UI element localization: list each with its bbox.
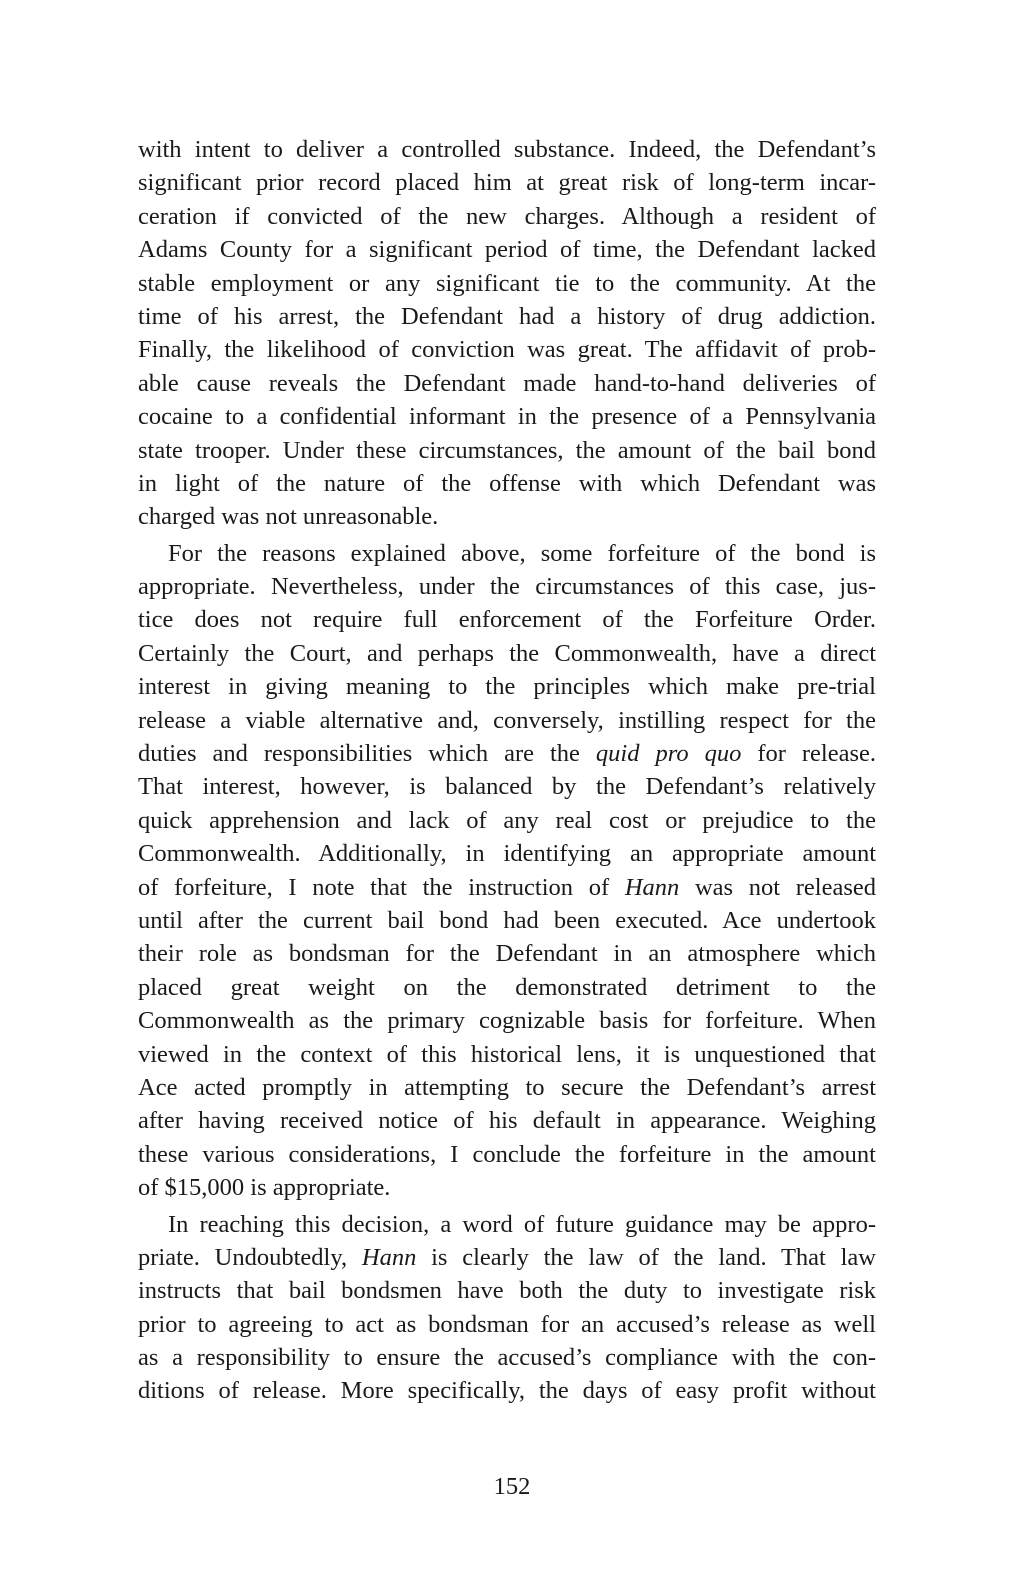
text-line: That interest, however, is balanced by the Defendant’s relatively <box>138 773 876 801</box>
text-line: with intent to deliver a controlled substance. Indeed, the Defendant’s <box>138 136 876 163</box>
text-line: stable employment or any significant tie to the community. At the <box>138 269 876 297</box>
text-line: of $15,000 is appropriate. <box>138 1174 391 1202</box>
text-line: Ace acted promptly in attempting to secure the Defendant’s arrest <box>138 1073 876 1101</box>
text-line: duties and responsibilities which are the quid pro quo for release. <box>138 740 876 768</box>
text-line: as a responsibility to ensure the accused’s compliance with the con- <box>138 1344 876 1372</box>
text-line: tice does not require full enforcement of the Forfeiture Order. <box>138 606 876 634</box>
text-line: in light of the nature of the offense with which Defendant was <box>138 469 876 497</box>
text-line: appropriate. Nevertheless, under the circumstances of this case, jus- <box>138 573 876 601</box>
text-line: these various considerations, I conclude the forfeiture in the amount <box>138 1140 876 1168</box>
text-line: after having received notice of his default in appearance. Weighing <box>138 1107 876 1135</box>
text-line: their role as bondsman for the Defendant in an atmosphere which <box>138 940 876 968</box>
text-line: Adams County for a significant period of time, the Defendant lacked <box>138 236 876 264</box>
text-line: placed great weight on the demonstrated detriment to the <box>138 973 876 1001</box>
text-line: priate. Undoubtedly, Hann is clearly the law of the land. That law <box>138 1243 876 1271</box>
text-line: charged was not unreasonable. <box>138 503 439 531</box>
text-line: Finally, the likelihood of conviction was great. The affidavit of prob- <box>138 336 876 364</box>
paragraph <box>138 133 876 534</box>
italic-term: quid pro quo <box>595 740 742 768</box>
text-line: ditions of release. More specifically, the days of easy profit without <box>138 1377 876 1405</box>
text-line: significant prior record placed him at great risk of long-term incar- <box>138 169 876 197</box>
text-line: prior to agreeing to act as bondsman for an accused’s release as well <box>138 1310 876 1338</box>
text-line: instructs that bail bondsmen have both the duty to investigate risk <box>138 1277 876 1305</box>
paragraph <box>138 537 876 1205</box>
text-line: Commonwealth as the primary cognizable basis for forfeiture. When <box>138 1007 876 1035</box>
text-line: For the reasons explained above, some forfeiture of the bond is <box>168 539 876 567</box>
text-line: time of his arrest, the Defendant had a history of drug addiction. <box>138 302 876 330</box>
text-line: state trooper. Under these circumstances, the amount of the bail bond <box>138 436 876 464</box>
text-line: Certainly the Court, and perhaps the Commonwealth, have a direct <box>138 639 876 667</box>
text-line: Commonwealth. Additionally, in identifying an appropriate amount <box>138 840 876 868</box>
italic-term: Hann <box>624 873 680 901</box>
text-line: until after the current bail bond had been executed. Ace undertook <box>138 906 876 934</box>
text-line: of forfeiture, I note that the instruction of Hann was not released <box>138 873 877 901</box>
text-line: In reaching this decision, a word of future guidance may be appro- <box>168 1210 876 1238</box>
text-line: viewed in the context of this historical lens, it is unquestioned that <box>138 1040 876 1068</box>
paragraph <box>138 1208 876 1408</box>
text-line: quick apprehension and lack of any real cost or prejudice to the <box>138 806 876 834</box>
italic-term: Hann <box>361 1243 417 1271</box>
page-number: 152 <box>493 1473 531 1500</box>
text-line: able cause reveals the Defendant made hand-to-hand deliveries of <box>138 369 876 397</box>
text-line: interest in giving meaning to the principles which make pre-trial <box>138 673 876 701</box>
text-line: ceration if convicted of the new charges. Although a resident of <box>138 202 876 230</box>
text-line: cocaine to a confidential informant in the presence of a Pennsylvania <box>138 403 876 431</box>
text-line: release a viable alternative and, conversely, instilling respect for the <box>138 706 876 734</box>
body-text <box>138 133 876 1408</box>
